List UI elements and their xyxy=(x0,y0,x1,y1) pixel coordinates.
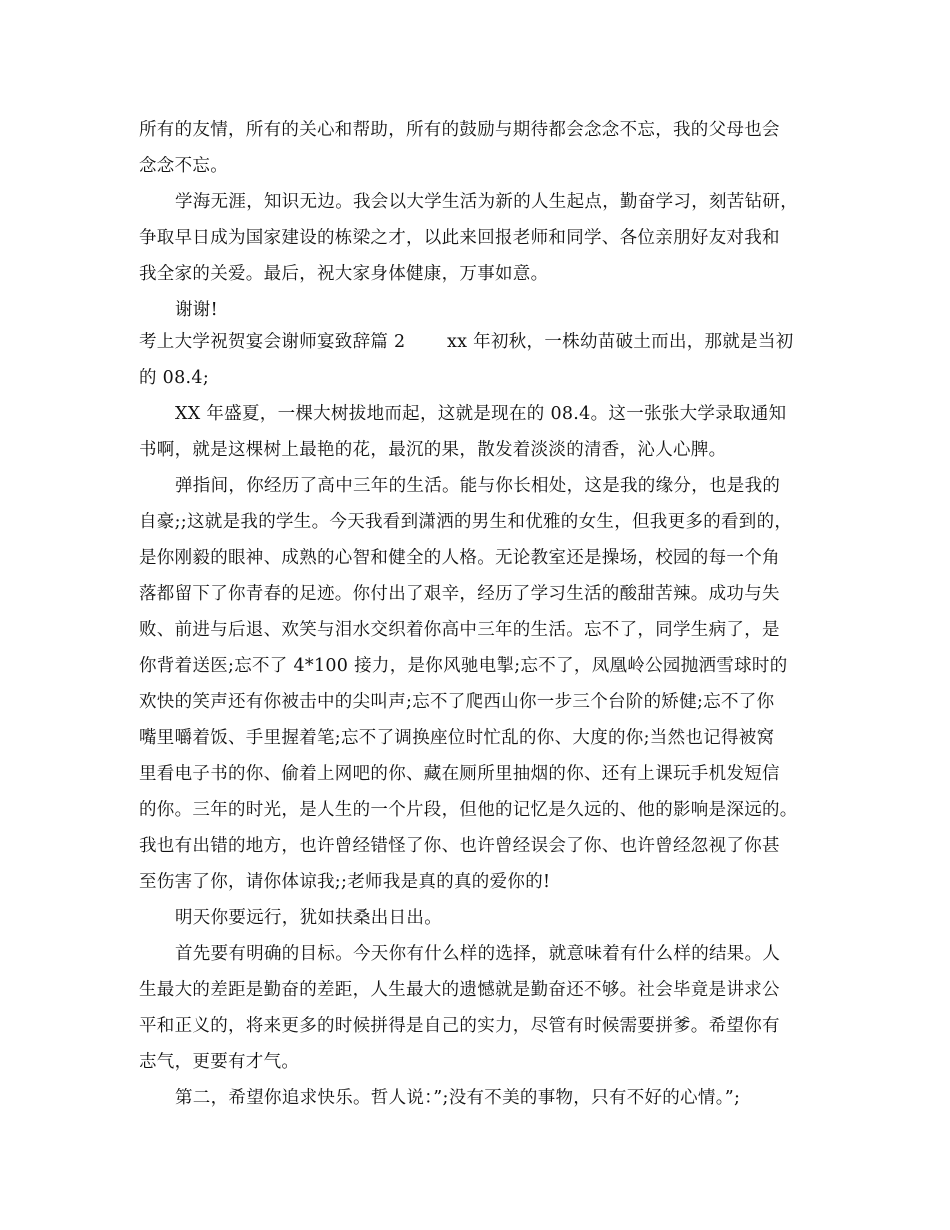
text-line: 落都留下了你青春的足迹。你付出了艰辛，经历了学习生活的酸甜苦辣。成功与失 xyxy=(139,584,780,604)
text-line: 我全家的关爱。最后，祝大家身体健康，万事如意。 xyxy=(139,264,549,284)
heading-line: 考上大学祝贺宴会谢师宴致辞篇 2 xx 年初秋，一株幼苗破土而出，那就是当初 xyxy=(139,332,794,352)
text-line: 你背着送医;忘不了 4*100 接力，是你风驰电掣;忘不了，凤凰岭公园抛洒雪球时的 xyxy=(139,656,788,676)
text-line: 欢快的笑声还有你被击中的尖叫声;忘不了爬西山你一步三个台阶的矫健;忘不了你 xyxy=(139,692,775,712)
text-line: 首先要有明确的目标。今天你有什么样的选择，就意味着有什么样的结果。人 xyxy=(175,944,781,964)
text-line: 里看电子书的你、偷着上网吧的你、藏在厕所里抽烟的你、还有上课玩手机发短信 xyxy=(139,764,780,784)
text-line: 念念不忘。 xyxy=(139,156,228,176)
text-line: 弹指间，你经历了高中三年的生活。能与你长相处，这是我的缘分，也是我的 xyxy=(175,476,781,496)
text-line: 谢谢! xyxy=(175,300,218,320)
text-line: 争取早日成为国家建设的栋梁之才，以此来回报老师和同学、各位亲朋好友对我和 xyxy=(139,228,780,248)
text-line: XX 年盛夏，一棵大树拔地而起，这就是现在的 08.4。这一张张大学录取通知 xyxy=(175,404,787,424)
text-line: 至伤害了你，请你体谅我;;老师我是真的真的爱你的! xyxy=(139,872,551,892)
text-line: 的你。三年的时光，是人生的一个片段，但他的记忆是久远的、他的影响是深远的。 xyxy=(139,800,798,820)
text-line: 自豪;;这就是我的学生。今天我看到潇洒的男生和优雅的女生，但我更多的看到的， xyxy=(139,512,793,532)
text-line: 平和正义的，将来更多的时候拼得是自己的实力，尽管有时候需要拼爹。希望你有 xyxy=(139,1016,780,1036)
text-line: 明天你要远行，犹如扶桑出日出。 xyxy=(175,908,442,928)
text-line: 所有的友情，所有的关心和帮助，所有的鼓励与期待都会念念不忘，我的父母也会 xyxy=(139,120,780,140)
text-line: 我也有出错的地方，也许曾经错怪了你、也许曾经误会了你、也许曾经忽视了你甚 xyxy=(139,836,780,856)
text-line: 败、前进与后退、欢笑与泪水交织着你高中三年的生活。忘不了，同学生病了，是 xyxy=(139,620,780,640)
text-line: 第二，希望你追求快乐。哲人说：”;没有不美的事物，只有不好的心情。”; xyxy=(175,1088,741,1108)
text-line: 书啊，就是这棵树上最艳的花，最沉的果，散发着淡淡的清香，沁人心脾。 xyxy=(139,440,727,460)
text-line: 志气，更要有才气。 xyxy=(139,1052,300,1072)
text-line: 嘴里嚼着饭、手里握着笔;忘不了调换座位时忙乱的你、大度的你;当然也记得被窝 xyxy=(139,728,775,748)
text-line: 生最大的差距是勤奋的差距，人生最大的遗憾就是勤奋还不够。社会毕竟是讲求公 xyxy=(139,980,780,1000)
text-line: 学海无涯，知识无边。我会以大学生活为新的人生起点，勤奋学习，刻苦钻研， xyxy=(175,192,798,212)
text-line: 是你刚毅的眼神、成熟的心智和健全的人格。无论教室还是操场，校园的每一个角 xyxy=(139,548,780,568)
text-line: 的 08.4; xyxy=(139,368,210,388)
